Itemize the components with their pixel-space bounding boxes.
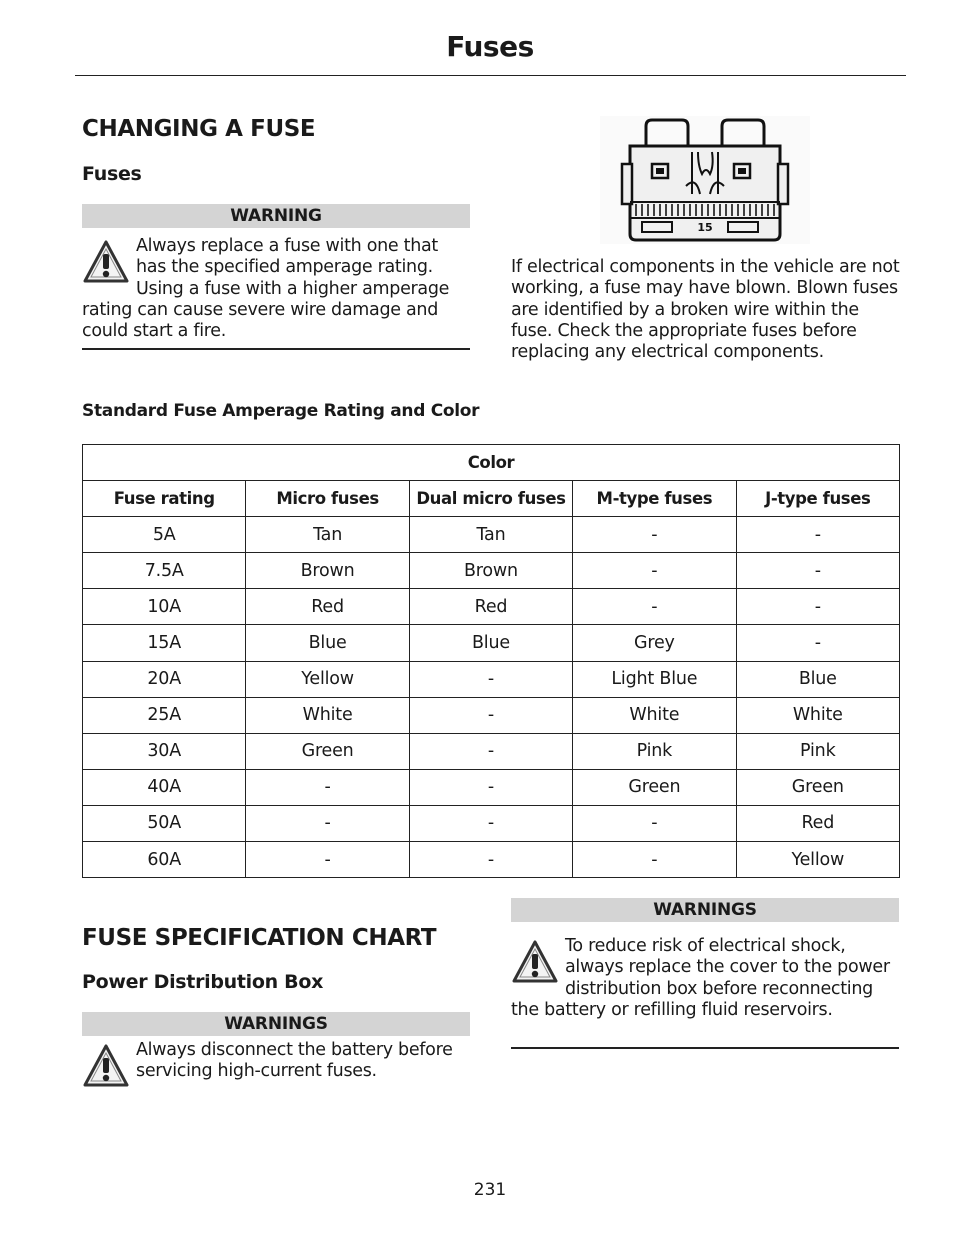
table-cell: - [736,553,899,589]
fuse-rating-label: 15 [697,221,713,234]
table-cell: Blue [246,625,409,661]
table-row [83,769,900,805]
table-cell: Green [736,769,899,805]
warning-text: Always replace a fuse with one that has the specified amperage rating. Using a fuse with a higher amperage rating can cause severe wire damage and could start a fire. [82,236,450,342]
table-cell: Brown [246,553,409,589]
column-header: M-type fuses [573,481,736,517]
table-cell: White [246,697,409,733]
table-row [83,697,900,733]
warning-triangle-icon [511,939,559,985]
table-row [83,733,900,769]
table-cell: - [736,625,899,661]
table-cell: Red [246,589,409,625]
table-cell: - [246,842,409,878]
table-cell: - [573,553,736,589]
table-cell: - [573,517,736,553]
page-title: Fuses [446,30,534,63]
table-cell: 30A [83,733,246,769]
table-cell: White [573,697,736,733]
table-cell: - [246,805,409,841]
table-cell: - [246,769,409,805]
table-cell: Grey [573,625,736,661]
table-cell: Yellow [246,661,409,697]
table-cell: Brown [409,553,572,589]
table-cell: - [573,805,736,841]
table-cell: 50A [83,805,246,841]
table-row [83,842,900,878]
table-cell: - [409,697,572,733]
table-cell: - [736,589,899,625]
table-cell: Tan [409,517,572,553]
right-warnings-block [511,936,903,1021]
table-cell: - [573,589,736,625]
warning-label-bar: WARNING [82,204,470,228]
fuses-subheading: Fuses [82,163,142,185]
table-cell: - [409,805,572,841]
table-header-row [83,481,900,517]
table-cell: Yellow [736,842,899,878]
table-cell: - [736,517,899,553]
left-warnings-text: Always disconnect the battery before servicing high-current fuses. [136,1040,453,1082]
table-cell: Red [736,805,899,841]
fuse-description: If electrical components in the vehicle are not working, a fuse may have blown. Blown fuses are identified by a broken wire within the fuse. Check the appropriate fuses before replacing any electrical components. [511,257,900,363]
table-cell: 20A [83,661,246,697]
table-body [83,517,900,878]
warning-triangle-icon [82,1043,130,1089]
table-cell: 7.5A [83,553,246,589]
table-cell: 5A [83,517,246,553]
right-warnings-text: To reduce risk of electrical shock, always replace the cover to the power distribution box before reconnecting the battery or refilling fluid reservoirs. [511,936,890,1020]
column-header: Micro fuses [246,481,409,517]
table-cell: White [736,697,899,733]
table-cell: Pink [736,733,899,769]
warning-end-rule [82,348,470,350]
table-cell: - [409,769,572,805]
table-cell: Green [573,769,736,805]
table-cell: Pink [573,733,736,769]
table-row [83,589,900,625]
table-row [83,553,900,589]
table-cell: - [409,661,572,697]
table-row [83,805,900,841]
table-cell: - [573,842,736,878]
table-group-header: Color [83,445,900,481]
title-divider [75,75,906,76]
table-cell: Tan [246,517,409,553]
table-group-header-row [83,445,900,481]
left-warnings-block [82,1040,474,1089]
table-cell: 15A [83,625,246,661]
table-cell: 60A [83,842,246,878]
column-header: J-type fuses [736,481,899,517]
changing-fuse-heading: CHANGING A FUSE [82,116,316,142]
power-distribution-subheading: Power Distribution Box [82,971,324,993]
fuse-illustration [600,116,810,244]
table-cell: - [409,842,572,878]
table-cell: Green [246,733,409,769]
spec-chart-heading: FUSE SPECIFICATION CHART [82,925,437,951]
column-header: Fuse rating [83,481,246,517]
table-row [83,517,900,553]
table-cell: 10A [83,589,246,625]
table-cell: Blue [409,625,572,661]
table-cell: Blue [736,661,899,697]
table-cell: - [409,733,572,769]
warning-triangle-icon [82,239,130,285]
right-warnings-label-bar: WARNINGS [511,898,899,922]
table-title: Standard Fuse Amperage Rating and Color [82,401,480,421]
page-number: 231 [473,1180,507,1200]
warning-block [82,236,472,342]
table-row [83,625,900,661]
table-cell: Red [409,589,572,625]
table-cell: 40A [83,769,246,805]
table-cell: Light Blue [573,661,736,697]
left-warnings-label-bar: WARNINGS [82,1012,470,1036]
right-warnings-end-rule [511,1047,899,1049]
table-cell: 25A [83,697,246,733]
table-row [83,661,900,697]
column-header: Dual micro fuses [409,481,572,517]
fuse-color-table [82,444,900,878]
